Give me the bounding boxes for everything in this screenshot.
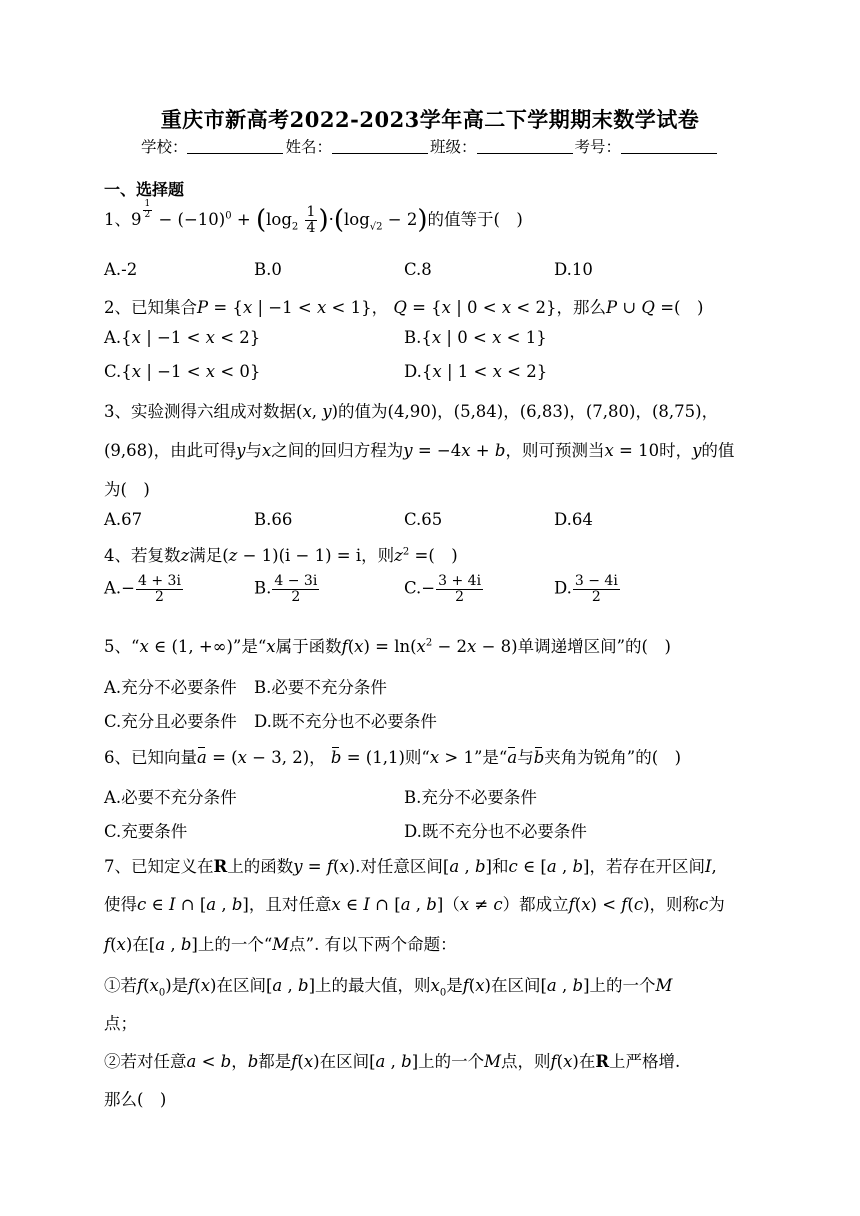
q4-option-d[interactable]: D. $\frac{3 - 4i}{2}$ — [554, 573, 618, 605]
class-label: 班级： — [430, 138, 477, 156]
q2-option-d[interactable]: D.{x | 1 < x < 2} — [404, 362, 548, 381]
page-title: 重庆市新高考2022-2023学年高二下学期期末数学试卷 — [160, 107, 700, 132]
name-label: 姓名： — [285, 138, 332, 156]
q6-option-c[interactable]: C.充要条件 — [104, 822, 188, 841]
school-blank[interactable] — [187, 139, 283, 154]
q5-option-d[interactable]: D.既不充分也不必要条件 — [254, 712, 437, 731]
question-7-line-2: 使得c ∈ I ∩ [a , b]，且对任意x ∈ I ∩ [a , b]（x ≠ c）都成立f(x) < f(c)，则称c为 — [104, 895, 725, 914]
q1-option-a[interactable]: A.-2 — [104, 260, 138, 279]
question-1: 1、9 $^{\frac{1}{2}}$ − $(-10)^0 + (\log_2$ $\frac{1}{4}$ )$\cdot(\log_{√2} - 2)$的值等于( ) — [104, 199, 523, 236]
name-blank[interactable] — [332, 139, 428, 154]
q6-option-a[interactable]: A.必要不充分条件 — [104, 788, 237, 807]
question-7-line-6: ②若对任意a < b，b都是f(x)在区间[a , b]上的一个M点，则f(x)在R上严格增. — [104, 1052, 681, 1071]
q3-option-c[interactable]: C.65 — [404, 510, 443, 529]
question-3-line-2: (9,68)，由此可得y与x之间的回归方程为y = −4x + b，则可预测当x = 10时，y的值 — [104, 441, 735, 460]
question-4: 4、若复数z满足(z − 1)(i − 1) = i，则$z^2$ =( ) — [104, 546, 458, 565]
question-3-line-3: 为( ) — [104, 480, 150, 499]
question-2: 2、已知集合P = {x | −1 < x < 1}， Q = {x | 0 < x < 2}，那么P ∪ Q =( ) — [104, 298, 704, 317]
question-6: 6、已知向量a = (x − 3, 2)， b = (1,1)则“x > 1”是“a与b夹角为锐角”的( ) — [104, 748, 682, 767]
q5-option-a[interactable]: A.充分不必要条件 — [104, 678, 237, 697]
q4-option-b[interactable]: B. $\frac{4 - 3i}{2}$ — [254, 573, 318, 605]
exam-no-label: 考号： — [574, 138, 622, 156]
section-heading: 一、选择题 — [104, 180, 185, 199]
q6-option-b[interactable]: B.充分不必要条件 — [404, 788, 537, 807]
school-label: 学校： — [140, 138, 188, 156]
exam-no-blank[interactable] — [621, 139, 717, 154]
question-7-line-3: f(x)在[a , b]上的一个“M点”. 有以下两个命题： — [104, 935, 457, 954]
q4-option-a[interactable]: A.− $\frac{4 + 3i}{2}$ — [104, 573, 181, 605]
question-7-line-7: 那么( ) — [104, 1090, 167, 1109]
q1-option-b[interactable]: B.0 — [254, 260, 282, 279]
q5-option-b[interactable]: B.必要不充分条件 — [254, 678, 387, 697]
q3-option-b[interactable]: B.66 — [254, 510, 293, 529]
question-7-line-5: 点； — [104, 1014, 137, 1033]
q4-option-c[interactable]: C.− $\frac{3 + 4i}{2}$ — [404, 573, 482, 605]
q3-option-d[interactable]: D.64 — [554, 510, 593, 529]
q2-option-b[interactable]: B.{x | 0 < x < 1} — [404, 328, 547, 347]
class-blank[interactable] — [477, 139, 573, 154]
q1-option-d[interactable]: D.10 — [554, 260, 593, 279]
question-7-line-4: ①若$f(x_0)$是f(x)在区间[a , b]上的最大值，则$x_0$是f(x)在区间[a , b]上的一个M — [104, 976, 673, 999]
q5-option-c[interactable]: C.充分且必要条件 — [104, 712, 237, 731]
q3-option-a[interactable]: A.67 — [104, 510, 143, 529]
q2-option-c[interactable]: C.{x | −1 < x < 0} — [104, 362, 261, 381]
question-5: 5、“x ∈ (1, +∞)”是“x属于函数$f(x) = \ln(x^2 - 2x - 8)$单调递增区间”的( ) — [104, 637, 671, 656]
q2-option-a[interactable]: A.{x | −1 < x < 2} — [104, 328, 261, 347]
question-7-line-1: 7、已知定义在R上的函数y = f(x).对任意区间[a , b]和c ∈ [a , b]，若存在开区间I, — [104, 857, 717, 876]
question-3-line-1: 3、实验测得六组成对数据(x, y)的值为(4,90)，(5,84)，(6,83)，(7,80)，(8,75)， — [104, 402, 719, 421]
q6-option-d[interactable]: D.既不充分也不必要条件 — [404, 822, 587, 841]
student-info-row — [0, 135, 860, 157]
q1-option-c[interactable]: C.8 — [404, 260, 432, 279]
